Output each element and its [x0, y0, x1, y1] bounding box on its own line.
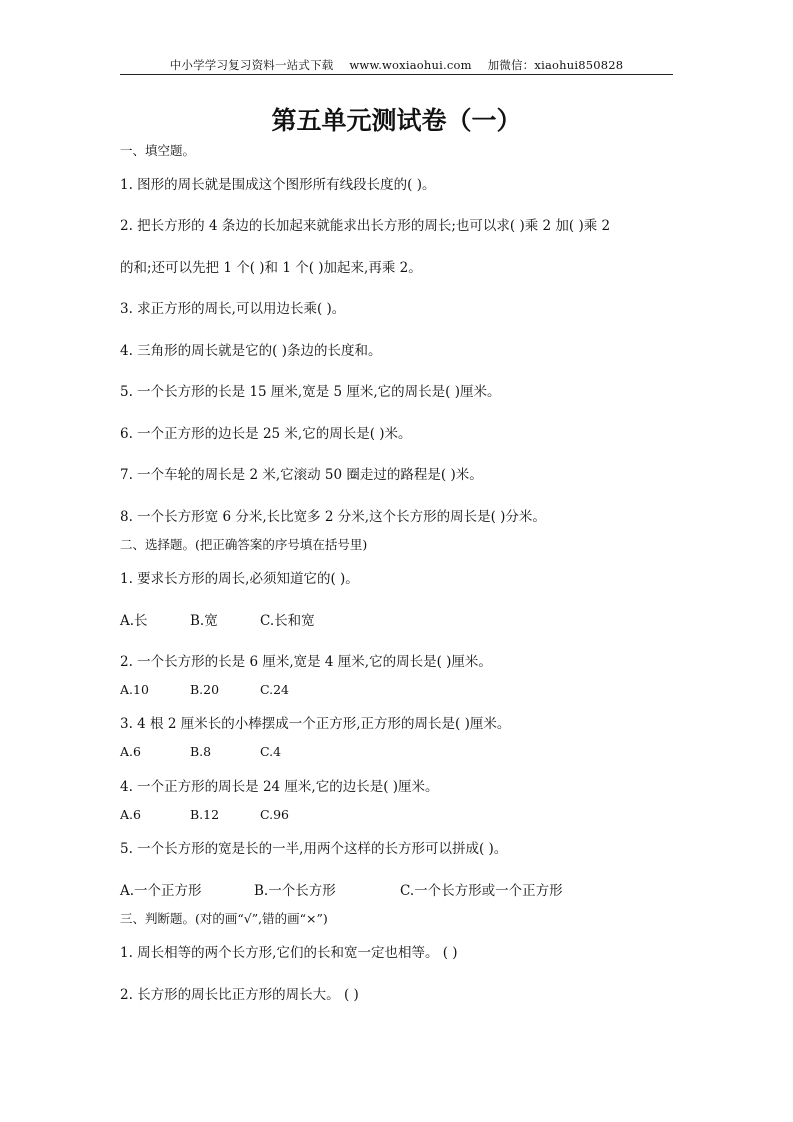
s2-q3-options — [120, 744, 281, 759]
s3-q2: 2. 长方形的周长比正方形的周长大。 ( ) — [120, 987, 359, 1003]
s1-q4: 4. 三角形的周长就是它的( )条边的长度和。 — [120, 343, 382, 359]
option-c: C.一个长方形或一个正方形 — [400, 883, 563, 899]
section1-heading: 一、填空题。 — [120, 143, 196, 158]
header-wechat: 加微信：xiaohui850828 — [487, 58, 624, 72]
s1-q3: 3. 求正方形的周长,可以用边长乘( )。 — [120, 301, 346, 317]
header-site[interactable]: www.woxiaohui.com — [349, 58, 472, 72]
section3-heading: 三、判断题。(对的画“√”,错的画“×”) — [120, 911, 328, 926]
s2-q4-options — [120, 807, 289, 822]
s2-q2-options — [120, 682, 289, 697]
option-a: A.长 — [120, 613, 148, 629]
s2-q1-options — [120, 609, 315, 629]
section2-heading: 二、选择题。(把正确答案的序号填在括号里) — [120, 537, 368, 552]
s1-q7: 7. 一个车轮的周长是 2 米,它滚动 50 圈走过的路程是( )米。 — [120, 467, 483, 483]
s3-q1: 1. 周长相等的两个长方形,它们的长和宽一定也相等。 ( ) — [120, 945, 458, 961]
option-c: C.96 — [260, 807, 289, 822]
s2-q1: 1. 要求长方形的周长,必须知道它的( )。 — [120, 571, 359, 587]
option-b: B.12 — [190, 807, 220, 822]
s2-q5-options — [120, 879, 563, 899]
s1-q2a: 2. 把长方形的 4 条边的长加起来就能求出长方形的周长;也可以求( )乘 2 加( )乘 2 — [120, 218, 611, 234]
s2-q3: 3. 4 根 2 厘米长的小棒摆成一个正方形,正方形的周长是( )厘米。 — [120, 716, 511, 732]
option-a: A.6 — [120, 744, 141, 759]
s1-q8: 8. 一个长方形宽 6 分米,长比宽多 2 分米,这个长方形的周长是( )分米。 — [120, 509, 546, 525]
header-rule — [120, 74, 673, 75]
option-b: B.宽 — [190, 613, 218, 629]
s2-q2: 2. 一个长方形的长是 6 厘米,宽是 4 厘米,它的周长是( )厘米。 — [120, 654, 492, 670]
s2-q5: 5. 一个长方形的宽是长的一半,用两个这样的长方形可以拼成( )。 — [120, 841, 508, 857]
option-c: C.4 — [260, 744, 282, 759]
option-a: A.一个正方形 — [120, 883, 202, 899]
s2-q4: 4. 一个正方形的周长是 24 厘米,它的边长是( )厘米。 — [120, 779, 439, 795]
option-b: B.8 — [190, 744, 212, 759]
s1-q6: 6. 一个正方形的边长是 25 米,它的周长是( )米。 — [120, 426, 412, 442]
option-b: B.一个长方形 — [254, 883, 336, 899]
page-header — [120, 57, 673, 73]
option-c: C.24 — [260, 682, 289, 697]
page-title: 第五单元测试卷（一） — [271, 106, 522, 135]
option-a: A.6 — [120, 807, 141, 822]
header-slogan: 中小学学习复习资料一站式下载 — [169, 58, 334, 72]
option-b: B.20 — [190, 682, 220, 697]
s1-q5: 5. 一个长方形的长是 15 厘米,宽是 5 厘米,它的周长是( )厘米。 — [120, 384, 501, 400]
s1-q1: 1. 图形的周长就是围成这个图形所有线段长度的( )。 — [120, 177, 436, 193]
option-c: C.长和宽 — [260, 613, 315, 629]
option-a: A.10 — [120, 682, 149, 697]
s1-q2b: 的和;还可以先把 1 个( )和 1 个( )加起来,再乘 2。 — [120, 260, 422, 276]
